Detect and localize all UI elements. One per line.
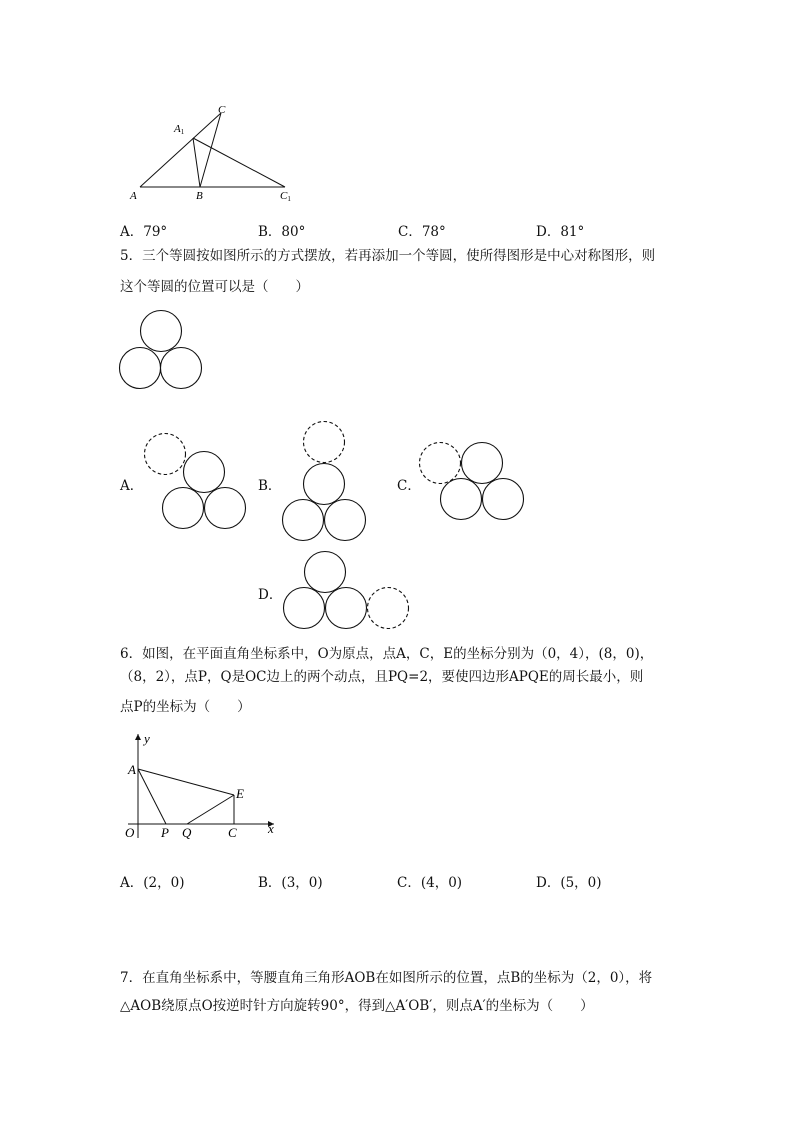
label-e: E bbox=[236, 786, 244, 801]
q5-three-circles-figure bbox=[118, 308, 208, 393]
q6-stem-line1: 6．如图，在平面直角坐标系中，O为原点，点A，C，E的坐标分别为（0，4），(8，0)， bbox=[120, 646, 654, 662]
option-letter: D． bbox=[536, 875, 561, 891]
q5-option-a-figure[interactable] bbox=[142, 430, 252, 532]
label-p: P bbox=[161, 825, 169, 840]
segment-a-p bbox=[138, 769, 166, 824]
q5-option-b-figure[interactable] bbox=[280, 420, 370, 544]
q5-option-c-figure[interactable] bbox=[418, 440, 530, 526]
option-text: (3，0) bbox=[281, 875, 323, 891]
label-b: B bbox=[196, 190, 203, 202]
q4-option-a[interactable] bbox=[120, 220, 167, 240]
q5-option-a-label[interactable]: A． bbox=[120, 478, 144, 494]
q6-option-d[interactable] bbox=[536, 871, 602, 891]
q6-coordinate-figure bbox=[118, 728, 288, 840]
segment-c-b bbox=[200, 113, 221, 187]
option-text: (2，0) bbox=[143, 875, 185, 891]
label-q: Q bbox=[182, 825, 192, 840]
segment-a-e bbox=[138, 769, 234, 795]
label-o: O bbox=[125, 825, 135, 840]
label-a: A bbox=[130, 190, 137, 202]
option-letter: D． bbox=[536, 224, 561, 240]
q7-stem-line1: 7．在直角坐标系中，等腰直角三角形AOB在如图所示的位置，点B的坐标为（2，0），将 bbox=[120, 970, 653, 986]
option-text: 79° bbox=[143, 224, 168, 240]
q5-option-b-label[interactable]: B． bbox=[258, 478, 282, 494]
q6-stem-line2: （8，2），点P，Q是OC边上的两个动点，且PQ=2，要使四边形APQE的周长最小，则 bbox=[120, 669, 644, 685]
q5-option-d-figure[interactable] bbox=[281, 550, 411, 632]
label-c: C bbox=[218, 104, 226, 116]
q5-stem-line2: 这个等圆的位置可以是（ ） bbox=[120, 279, 309, 295]
label-a: A bbox=[128, 762, 136, 777]
q4-option-d[interactable] bbox=[536, 220, 584, 240]
label-y: y bbox=[144, 731, 150, 746]
option-text: 81° bbox=[560, 224, 585, 240]
label-a1: A1 bbox=[174, 123, 185, 136]
segment-q-e bbox=[187, 795, 234, 824]
q7-stem-line2: △AOB绕原点O按逆时针方向旋转90°，得到△A′OB′，则点A′的坐标为（ ） bbox=[120, 998, 594, 1014]
option-letter: B． bbox=[258, 875, 282, 891]
option-letter: A． bbox=[120, 224, 144, 240]
q4-option-c[interactable] bbox=[398, 220, 446, 240]
q6-option-b[interactable] bbox=[258, 871, 323, 891]
q6-stem-line3: 点P的坐标为（ ） bbox=[120, 699, 251, 715]
option-letter: C． bbox=[397, 875, 421, 891]
option-text: 80° bbox=[281, 224, 306, 240]
q5-stem-line1: 5．三个等圆按如图所示的方式摆放，若再添加一个等圆，使所得图形是中心对称图形，则 bbox=[120, 248, 656, 264]
q6-option-c[interactable] bbox=[397, 871, 462, 891]
label-c: C bbox=[228, 825, 237, 840]
q4-triangle-figure bbox=[120, 98, 310, 206]
q4-option-b[interactable] bbox=[258, 220, 305, 240]
option-letter: B． bbox=[258, 224, 282, 240]
option-text: (4，0) bbox=[420, 875, 463, 891]
option-letter: A． bbox=[120, 875, 144, 891]
option-text: (5，0) bbox=[560, 875, 602, 891]
segment-a1-b bbox=[193, 138, 200, 187]
q5-option-d-label[interactable]: D． bbox=[258, 587, 283, 603]
label-c1: C1 bbox=[280, 190, 291, 203]
option-letter: C． bbox=[398, 224, 422, 240]
label-x: x bbox=[268, 821, 274, 836]
q5-option-c-label[interactable]: C． bbox=[397, 478, 421, 494]
option-text: 78° bbox=[421, 224, 446, 240]
q6-option-a[interactable] bbox=[120, 871, 184, 891]
